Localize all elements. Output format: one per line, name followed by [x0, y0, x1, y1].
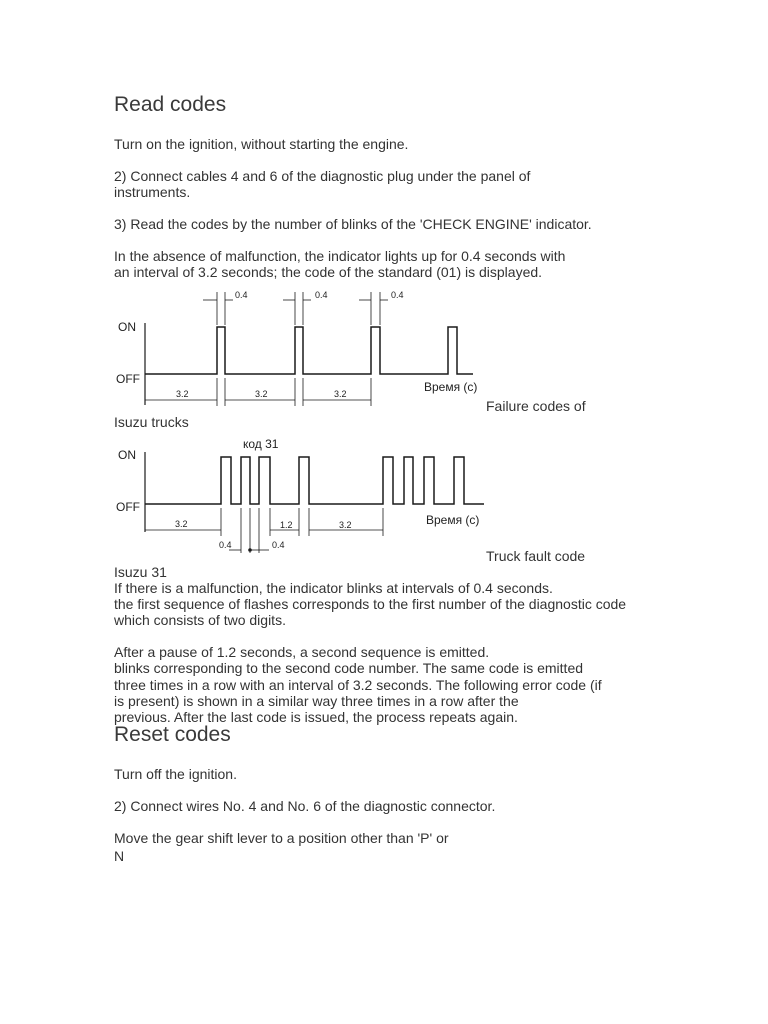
reset-step-2: 2) Connect wires No. 4 and No. 6 of the diagnostic connector. — [114, 798, 496, 814]
explanation-line-6: three times in a row with an interval of 3.2 seconds. The following error code (if — [114, 677, 602, 693]
fig2-on-label: ON — [118, 448, 136, 462]
explanation-line-7: is present) is shown in a similar way three times in a row after the — [114, 693, 519, 709]
read-step-2-line-2: instruments. — [114, 184, 191, 200]
read-step-1: Turn on the ignition, without starting the engine. — [114, 136, 409, 152]
absence-line-1: In the absence of malfunction, the indicator lights up for 0.4 seconds with — [114, 248, 566, 264]
explanation-line-3: which consists of two digits. — [114, 612, 286, 628]
fig2-code-label: код 31 — [243, 437, 279, 451]
explanation-line-2: the first sequence of flashes corresponds to the first number of the diagnostic code — [114, 596, 627, 612]
reset-step-3-line-1: Move the gear shift lever to a position other than 'P' or — [114, 830, 449, 846]
fig2-off-label: OFF — [116, 500, 140, 514]
reset-step-3-line-2: N — [114, 848, 125, 864]
fig1-caption-line-1: Failure codes of — [486, 398, 586, 414]
fig1-pulse-label-2: 0.4 — [315, 290, 328, 300]
absence-line-2: an interval of 3.2 seconds; the code of the standard (01) is displayed. — [114, 264, 543, 280]
reset-codes-heading: Reset codes — [114, 723, 231, 746]
fig2-pulse-label-2: 0.4 — [272, 540, 285, 550]
fig2-caption-line-2: Isuzu 31 — [114, 564, 167, 580]
reset-step-1: Turn off the ignition. — [114, 766, 237, 782]
read-step-2-line-1: 2) Connect cables 4 and 6 of the diagnostic plug under the panel of — [114, 168, 531, 184]
fig2-dimensions — [145, 508, 383, 553]
fig1-on-label: ON — [118, 320, 136, 334]
fig1-interval-label-2: 3.2 — [255, 389, 268, 399]
fig1-caption-line-2: Isuzu trucks — [114, 414, 189, 430]
explanation-line-1: If there is a malfunction, the indicator blinks at intervals of 0.4 seconds. — [114, 580, 553, 596]
fig2-pulse-label-1: 0.4 — [219, 540, 232, 550]
explanation-line-5: blinks corresponding to the second code number. The same code is emitted — [114, 660, 584, 676]
fig2-caption-line-1: Truck fault code — [486, 548, 586, 564]
fig1-pulse-label-3: 0.4 — [391, 290, 404, 300]
explanation-line-8: previous. After the last code is issued, the process repeats again. — [114, 709, 518, 725]
fig2-interval-label-1: 3.2 — [175, 519, 188, 529]
read-step-3: 3) Read the codes by the number of blinks of the 'CHECK ENGINE' indicator. — [114, 216, 592, 232]
fig2-marker-dot — [248, 548, 252, 552]
fig2-waveform — [145, 457, 484, 504]
fig2-time-label: Время (с) — [426, 513, 480, 527]
read-codes-heading: Read codes — [114, 93, 227, 116]
fig1-pulse-label-1: 0.4 — [235, 290, 248, 300]
fig1-interval-label-3: 3.2 — [334, 389, 347, 399]
fig1-off-label: OFF — [116, 372, 140, 386]
fig2-pause-label: 1.2 — [280, 520, 293, 530]
explanation-line-4: After a pause of 1.2 seconds, a second sequence is emitted. — [114, 644, 490, 660]
fig1-interval-label-1: 3.2 — [176, 389, 189, 399]
fig1-time-label: Время (с) — [424, 380, 478, 394]
fig2-interval-label-2: 3.2 — [339, 520, 352, 530]
